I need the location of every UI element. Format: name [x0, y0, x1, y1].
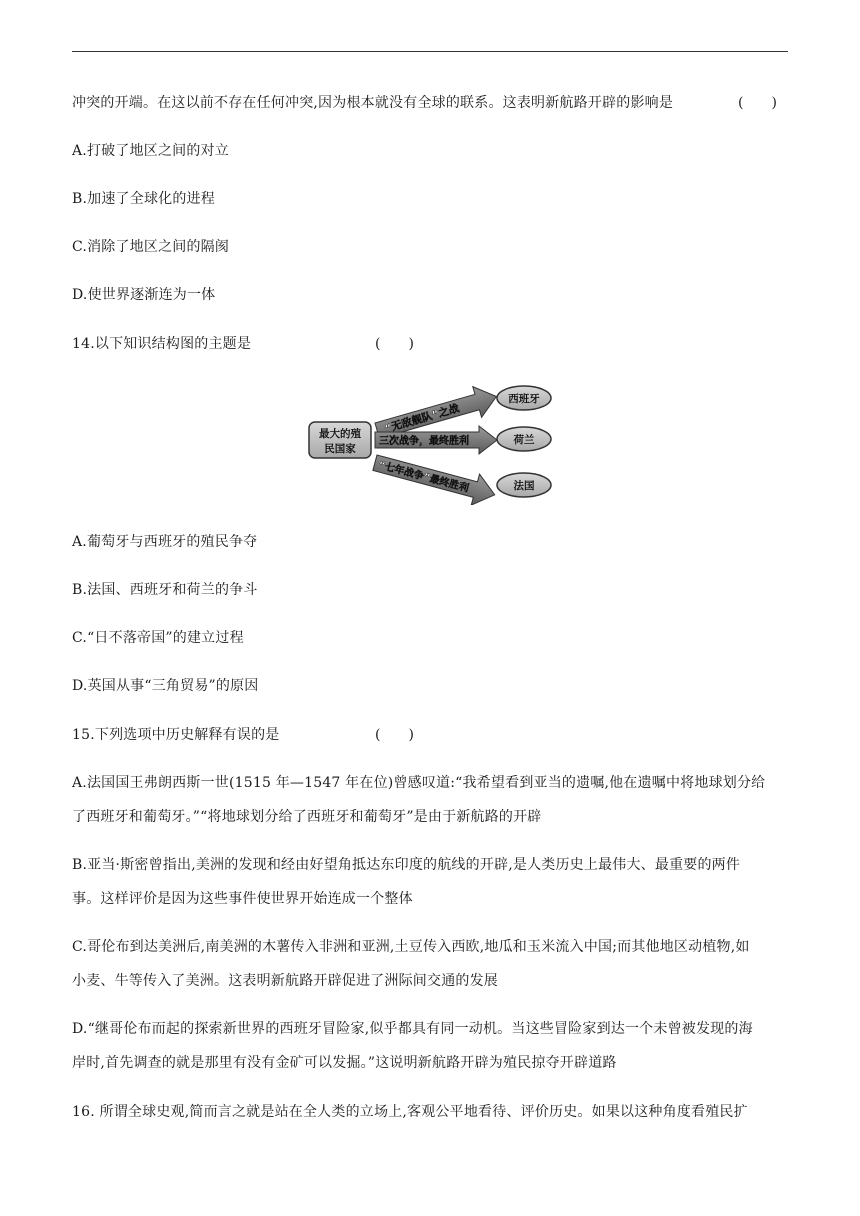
q15-option-a-line1: A.法国国王弗朗西斯一世(1515 年—1547 年在位)曾感叹道:“我希望看到亚当的遗嘱,他在遗嘱中将地球划分给 [72, 775, 766, 791]
q14-option-a: A.葡萄牙与西班牙的殖民争夺 [72, 534, 258, 550]
q15-option-d-line1: D.“继哥伦布而起的探索新世界的西班牙冒险家,似乎都具有同一动机。当这些冒险家到达一个未曾被发现的海 [72, 1021, 753, 1037]
target-3-label: 法国 [513, 480, 535, 492]
arrow-1-label: “无敌舰队”之战 [383, 402, 461, 436]
center-label-line1: 最大的殖 [319, 428, 361, 440]
q13-option-d: D.使世界逐渐连为一体 [72, 287, 216, 303]
knowledge-structure-diagram [305, 375, 565, 505]
arrow-2-label: 三次战争，最终胜利 [379, 436, 469, 447]
q15-option-b-line1: B.亚当·斯密曾指出,美洲的发现和经由好望角抵达东印度的航线的开辟,是人类历史上最伟大、最重要的两件 [72, 857, 741, 873]
q14-option-c: C.“日不落帝国”的建立过程 [72, 630, 244, 646]
q15-option-a-line2: 了西班牙和葡萄牙。”“将地球划分给了西班牙和葡萄牙”是由于新航路的开辟 [72, 809, 542, 825]
arrow-3 [371, 447, 499, 505]
q13-stem-tail: 冲突的开端。在这以前不存在任何冲突,因为根本就没有全球的联系。这表明新航路开辟的影响是 [72, 95, 674, 111]
target-2-label: 荷兰 [513, 434, 535, 446]
q15-answer-paren: ( ) [375, 727, 414, 743]
q13-option-c: C.消除了地区之间的隔阂 [72, 239, 230, 255]
q15-stem: 15.下列选项中历史解释有误的是 [72, 727, 280, 743]
q15-option-b-line2: 事。这样评价是因为这些事件使世界开始连成一个整体 [72, 891, 413, 907]
center-label-line2: 民国家 [324, 443, 356, 455]
q14-answer-paren: ( ) [375, 336, 414, 352]
q16-stem: 16. 所谓全球史观,简而言之就是站在全人类的立场上,客观公平地看待、评价历史。如果以这种角度看殖民扩 [72, 1104, 748, 1120]
q14-option-d: D.英国从事“三角贸易”的原因 [72, 678, 259, 694]
header-rule [72, 51, 788, 52]
q14-stem: 14.以下知识结构图的主题是 [72, 336, 252, 352]
q14-option-b: B.法国、西班牙和荷兰的争斗 [72, 582, 258, 598]
q13-answer-paren: ( ) [738, 95, 777, 111]
q13-option-b: B.加速了全球化的进程 [72, 191, 215, 207]
q15-option-c-line2: 小麦、牛等传入了美洲。这表明新航路开辟促进了洲际间交通的发展 [72, 973, 498, 989]
arrow-3-label: “七年战争”最终胜利 [376, 459, 470, 495]
q15-option-c-line1: C.哥伦布到达美洲后,南美洲的木薯传入非洲和亚洲,土豆传入西欧,地瓜和玉米流入中国;而其他地区动植物,如 [72, 939, 750, 955]
target-1-label: 西班牙 [508, 393, 540, 405]
q15-option-d-line2: 岸时,首先调查的就是那里有没有金矿可以发掘。”这说明新航路开辟为殖民掠夺开辟道路 [72, 1055, 617, 1071]
q13-option-a: A.打破了地区之间的对立 [72, 143, 229, 159]
